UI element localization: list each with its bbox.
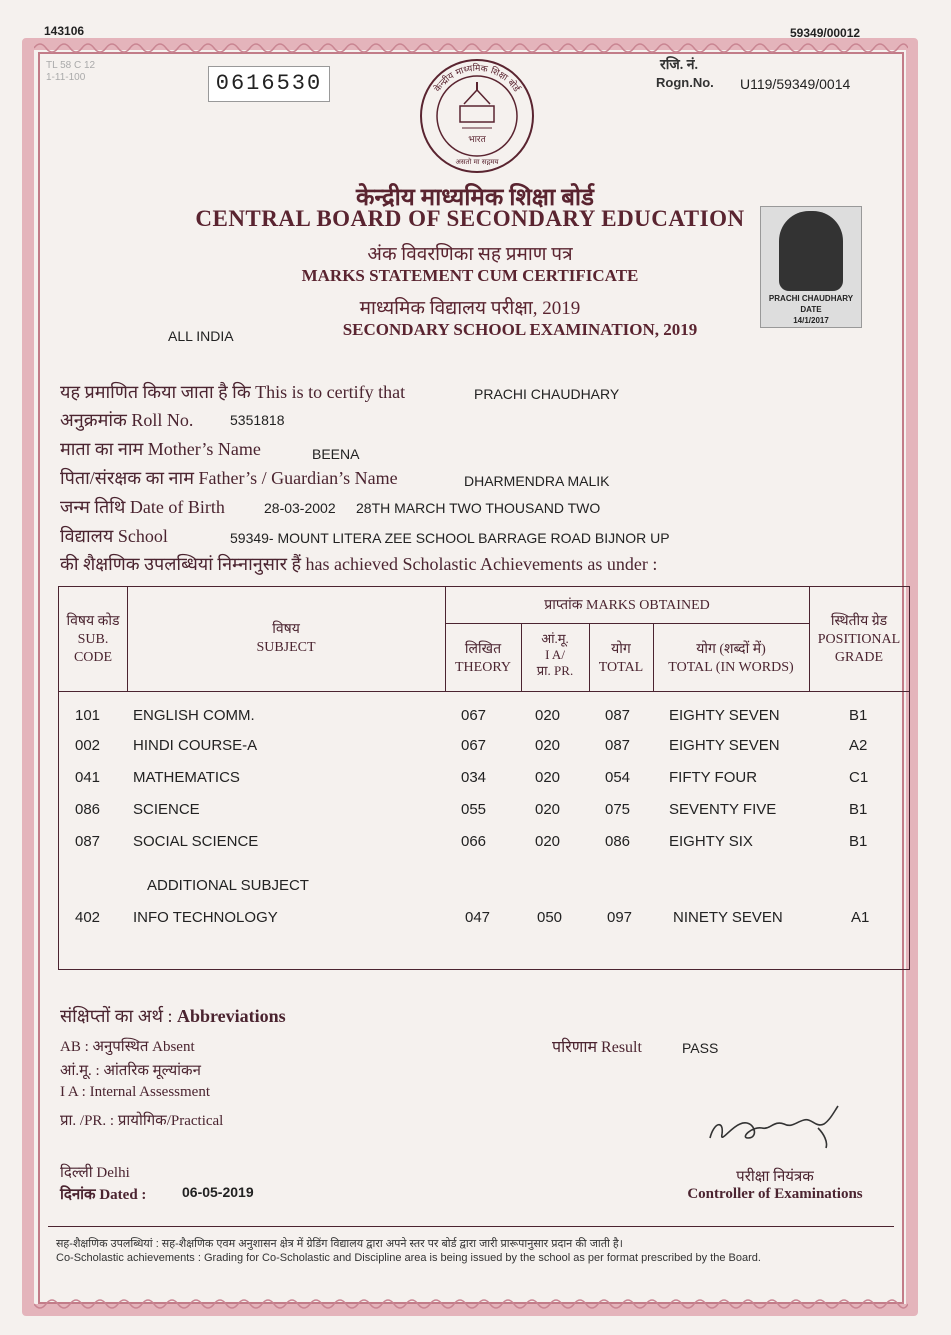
mother-label: माता का नाम Mother’s Name	[60, 439, 261, 459]
roll-label: अनुक्रमांक Roll No.	[60, 410, 194, 430]
cell-ia: 020	[535, 833, 561, 850]
abbreviations-title: संक्षिप्तों का अर्थ : Abbreviations	[60, 1006, 286, 1026]
cell-code: 087	[75, 833, 101, 850]
cell-total: 097	[607, 909, 633, 926]
cell-total: 086	[605, 833, 631, 850]
controller-title: Controller of Examinations	[687, 1186, 863, 1202]
result-label: परिणाम Result	[552, 1039, 642, 1056]
cell-subject: SCIENCE	[133, 801, 200, 818]
document-title-hindi: अंक विवरणिका सह प्रमाण पत्र	[367, 244, 573, 265]
cell-subject: MATHEMATICS	[133, 769, 240, 786]
rogn-label: Rogn.No.	[656, 75, 714, 90]
dob-in-words: 28TH MARCH TWO THOUSAND TWO	[356, 500, 601, 516]
header-theory: लिखित THEORY	[455, 642, 511, 675]
serial-number: 0616530	[208, 66, 330, 102]
achievements-line: की शैक्षणिक उपलब्धियां निम्नानुसार हैं has achieved Scholastic Achievements as under :	[60, 554, 658, 574]
cell-code: 086	[75, 801, 101, 818]
cell-grade: B1	[849, 801, 868, 818]
cell-total-words: EIGHTY SEVEN	[669, 737, 780, 754]
abbr-absent: AB : अनुपस्थित Absent	[60, 1039, 195, 1055]
exam-title: SECONDARY SCHOOL EXAMINATION, 2019	[342, 320, 698, 339]
cell-ia: 020	[535, 801, 561, 818]
student-name: PRACHI CHAUDHARY	[474, 386, 620, 402]
dob-value: 28-03-2002	[264, 500, 336, 516]
certify-label: यह प्रमाणित किया जाता है कि This is to certify that	[60, 382, 406, 402]
cell-code: 002	[75, 737, 101, 754]
svg-text:असतो मा सद्गमय: असतो मा सद्गमय	[455, 158, 499, 166]
controller-title-hindi: परीक्षा नियंत्रक	[736, 1169, 814, 1185]
cell-ia: 020	[535, 707, 561, 724]
cell-theory: 047	[465, 909, 491, 926]
cell-grade: C1	[849, 769, 869, 786]
dated-value: 06-05-2019	[182, 1184, 254, 1200]
result-value: PASS	[682, 1040, 719, 1056]
faint-stamp: TL 58 C 12 1-11-100	[46, 60, 96, 83]
place: दिल्ली Delhi	[60, 1165, 130, 1181]
header-total: योग TOTAL	[598, 642, 644, 675]
cell-theory: 055	[461, 801, 487, 818]
cell-ia: 020	[535, 737, 561, 754]
father-label: पिता/संरक्षक का नाम Father’s / Guardian’s Name	[60, 468, 398, 488]
footer-divider	[48, 1226, 894, 1227]
cell-subject: INFO TECHNOLOGY	[133, 909, 278, 926]
school-label: विद्यालय School	[60, 526, 168, 546]
rogn-number: U119/59349/0014	[740, 76, 851, 92]
table-header-divider	[59, 691, 909, 692]
cell-code: 402	[75, 909, 101, 926]
header-marks-obtained: प्राप्तांक MARKS OBTAINED	[544, 598, 710, 613]
school-name: 59349- MOUNT LITERA ZEE SCHOOL BARRAGE ROAD BIJNOR UP	[230, 530, 670, 546]
board-title-hindi: केन्द्रीय माध्यमिक शिक्षा बोर्ड	[356, 185, 594, 211]
roll-number: 5351818	[230, 412, 285, 428]
region-label: ALL INDIA	[168, 328, 234, 344]
header-subject: विषय SUBJECT	[256, 622, 316, 655]
father-name: DHARMENDRA MALIK	[464, 473, 610, 489]
cell-grade: B1	[849, 833, 868, 850]
header-ia-pr: आं.मू. I A/ प्रा. PR.	[536, 631, 574, 678]
cell-total-words: EIGHTY SIX	[669, 833, 753, 850]
header-positional-grade: स्थितीय ग्रेड POSITIONAL GRADE	[817, 614, 901, 665]
student-portrait	[779, 211, 843, 291]
cell-ia: 020	[535, 769, 561, 786]
cell-theory: 066	[461, 833, 487, 850]
cell-theory: 067	[461, 707, 487, 724]
cell-grade: A1	[851, 909, 870, 926]
student-photo	[760, 206, 862, 328]
footer-note-hindi: सह-शैक्षणिक उपलब्धियां : सह-शैक्षणिक एवम अनुशासन क्षेत्र में ग्रेडिंग विद्यालय द्वारा अपने स्तर पर बोर्ड द्वारा जारी प्रारूपानुसार प्रदान की जाती है।	[56, 1238, 623, 1250]
svg-text:केन्द्रीय माध्यमिक शिक्षा बोर्: केन्द्रीय माध्यमिक शिक्षा बोर्ड	[433, 63, 522, 94]
cell-total: 054	[605, 769, 631, 786]
cell-grade: A2	[849, 737, 868, 754]
top-left-ref: 143106	[44, 24, 85, 38]
controller-signature	[700, 1098, 860, 1154]
footer-note: Co-Scholastic achievements : Grading for Co-Scholastic and Discipline area is being issued by the school as per format prescribed by the Board.	[56, 1252, 761, 1264]
exam-title-hindi: माध्यमिक विद्यालय परीक्षा, 2019	[359, 298, 581, 319]
header-sub-code: विषय कोड SUB. CODE	[66, 614, 120, 665]
cell-code: 041	[75, 769, 101, 786]
document-title: MARKS STATEMENT CUM CERTIFICATE	[301, 266, 639, 285]
cell-total-words: SEVENTY FIVE	[669, 801, 777, 818]
cell-total: 075	[605, 801, 631, 818]
abbr-ia-hindi: आं.मू. : आंतरिक मूल्यांकन	[60, 1063, 201, 1079]
dated-label: दिनांक Dated :	[60, 1187, 147, 1203]
cell-total-words: FIFTY FOUR	[669, 769, 758, 786]
cell-grade: B1	[849, 707, 868, 724]
bottom-guilloche-border	[34, 1296, 908, 1312]
cell-total-words: EIGHTY SEVEN	[669, 707, 780, 724]
cell-subject: HINDI COURSE-A	[133, 737, 258, 754]
dob-label: जन्म तिथि Date of Birth	[60, 497, 225, 517]
cell-total-words: NINETY SEVEN	[673, 909, 783, 926]
svg-text:भारत: भारत	[468, 135, 486, 145]
abbr-internal-assessment: I A : Internal Assessment	[60, 1084, 210, 1100]
cell-code: 101	[75, 707, 101, 724]
cell-ia: 050	[537, 909, 563, 926]
board-title: CENTRAL BOARD OF SECONDARY EDUCATION	[195, 206, 745, 231]
top-right-ref: 59349/00012	[790, 26, 861, 40]
marks-subheader-divider	[445, 623, 809, 624]
cbse-logo	[412, 54, 542, 174]
cell-total: 087	[605, 707, 631, 724]
mother-name: BEENA	[312, 446, 360, 462]
cell-theory: 067	[461, 737, 487, 754]
cell-total: 087	[605, 737, 631, 754]
marks-table	[58, 586, 910, 970]
abbr-practical: प्रा. /PR. : प्रायोगिक/Practical	[60, 1113, 224, 1129]
header-total-in-words: योग (शब्दों में) TOTAL (IN WORDS)	[668, 642, 794, 675]
cell-subject: ENGLISH COMM.	[133, 707, 255, 724]
rogn-label-hindi: रजि. नं.	[660, 58, 699, 73]
photo-label: PRACHI CHAUDHARY DATE 14/1/2017	[768, 294, 854, 325]
cell-theory: 034	[461, 769, 487, 786]
cell-subject: SOCIAL SCIENCE	[133, 833, 259, 850]
additional-subject-label: ADDITIONAL SUBJECT	[147, 877, 309, 894]
